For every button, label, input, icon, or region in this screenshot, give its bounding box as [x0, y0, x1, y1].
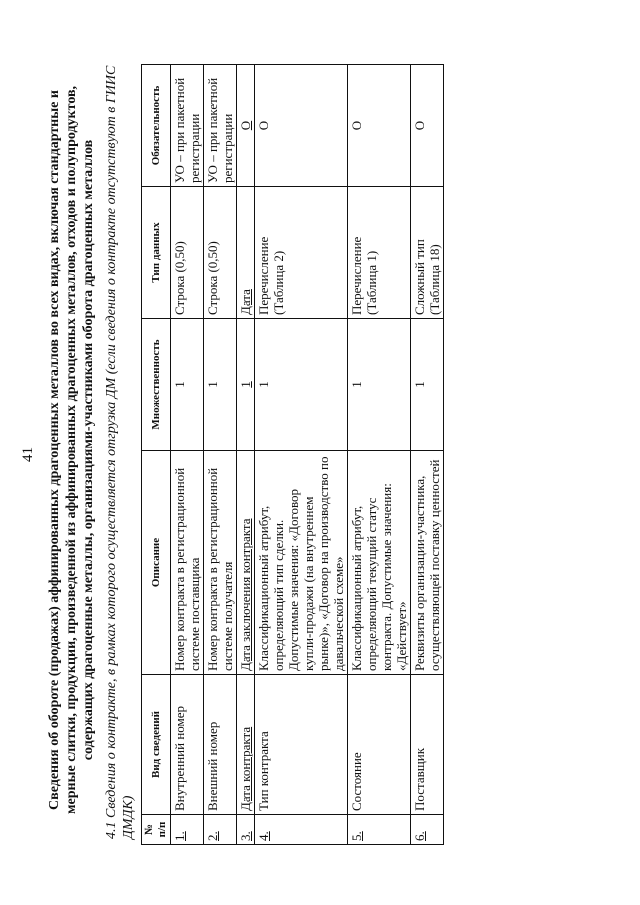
row-multiplicity: 1 [411, 319, 444, 451]
header-description: Описание [142, 451, 171, 675]
row-description: Реквизиты организации-участника, осуществляющей поставку ценностей [411, 451, 444, 675]
row-description: Дата заключения контракта [237, 451, 255, 675]
table-row [348, 65, 411, 845]
row-number: 4. [255, 815, 348, 845]
row-multiplicity: 1 [204, 319, 237, 451]
row-multiplicity: 1 [255, 319, 348, 451]
header-no: № п/п [142, 815, 171, 845]
row-data-type: Перечисление (Таблица 1) [348, 187, 411, 319]
row-required: УО – при пакетной регистрации [171, 65, 204, 187]
row-required: УО – при пакетной регистрации [204, 65, 237, 187]
row-number: 1. [171, 815, 204, 845]
page-number: 41 [20, 447, 36, 462]
row-multiplicity: 1 [237, 319, 255, 451]
table-row [204, 65, 237, 845]
row-data-type: Перечисление (Таблица 2) [255, 187, 348, 319]
row-number: 3. [237, 815, 255, 845]
row-description: Номер контракта в регистрационной системе получателя [204, 451, 237, 675]
row-number: 5. [348, 815, 411, 845]
document-title: Сведения об обороте (продажах) аффинированных драгоценных металлов во всех видах, включая стандартные и мерные слитки, продукции, произведенной из аффинированных драгоценных металлов, отходов и полупродуктов, содержащих драгоценные металлы, организациями-участниками оборота драгоценных металлов [47, 85, 96, 815]
row-kind: Тип контракта [255, 675, 348, 815]
row-kind: Состояние [348, 675, 411, 815]
header-required: Обязательность [142, 65, 171, 187]
row-required: О [255, 65, 348, 187]
row-data-type: Дата [237, 187, 255, 319]
table-row [255, 65, 348, 845]
row-kind: Дата контракта [237, 675, 255, 815]
row-description: Номер контракта в регистрационной системе поставщика [171, 451, 204, 675]
header-multiplicity: Множественность [142, 319, 171, 451]
row-description: Классификационный атрибут, определяющий тип сделки. Допустимые значения: «Договор купли-продажи (на внутреннем рынке)», «Договор на производство по давальческой схеме» [255, 451, 348, 675]
row-data-type: Сложный тип (Таблица 18) [411, 187, 444, 319]
row-kind: Поставщик [411, 675, 444, 815]
row-required: О [348, 65, 411, 187]
row-data-type: Строка (0,50) [204, 187, 237, 319]
row-required: О [237, 65, 255, 187]
contract-info-table [141, 64, 444, 845]
header-data-type: Тип данных [142, 187, 171, 319]
table-row [171, 65, 204, 845]
row-data-type: Строка (0,50) [171, 187, 204, 319]
row-description: Классификационный атрибут, определяющий текущий статус контракта. Допустимые значения: «Действует» [348, 451, 411, 675]
table-row [237, 65, 255, 845]
row-required: О [411, 65, 444, 187]
section-heading: 4.1 Сведения о контракте, в рамках которого осуществляется отгрузка ДМ (если сведения о контракте отсутствуют в ГИИС ДМДК) [104, 65, 136, 839]
row-multiplicity: 1 [171, 319, 204, 451]
row-kind: Внутренний номер [171, 675, 204, 815]
table-header-row [142, 65, 171, 845]
row-kind: Внешний номер [204, 675, 237, 815]
header-kind: Вид сведений [142, 675, 171, 815]
row-number: 2. [204, 815, 237, 845]
row-number: 6. [411, 815, 444, 845]
table-row [411, 65, 444, 845]
row-multiplicity: 1 [348, 319, 411, 451]
